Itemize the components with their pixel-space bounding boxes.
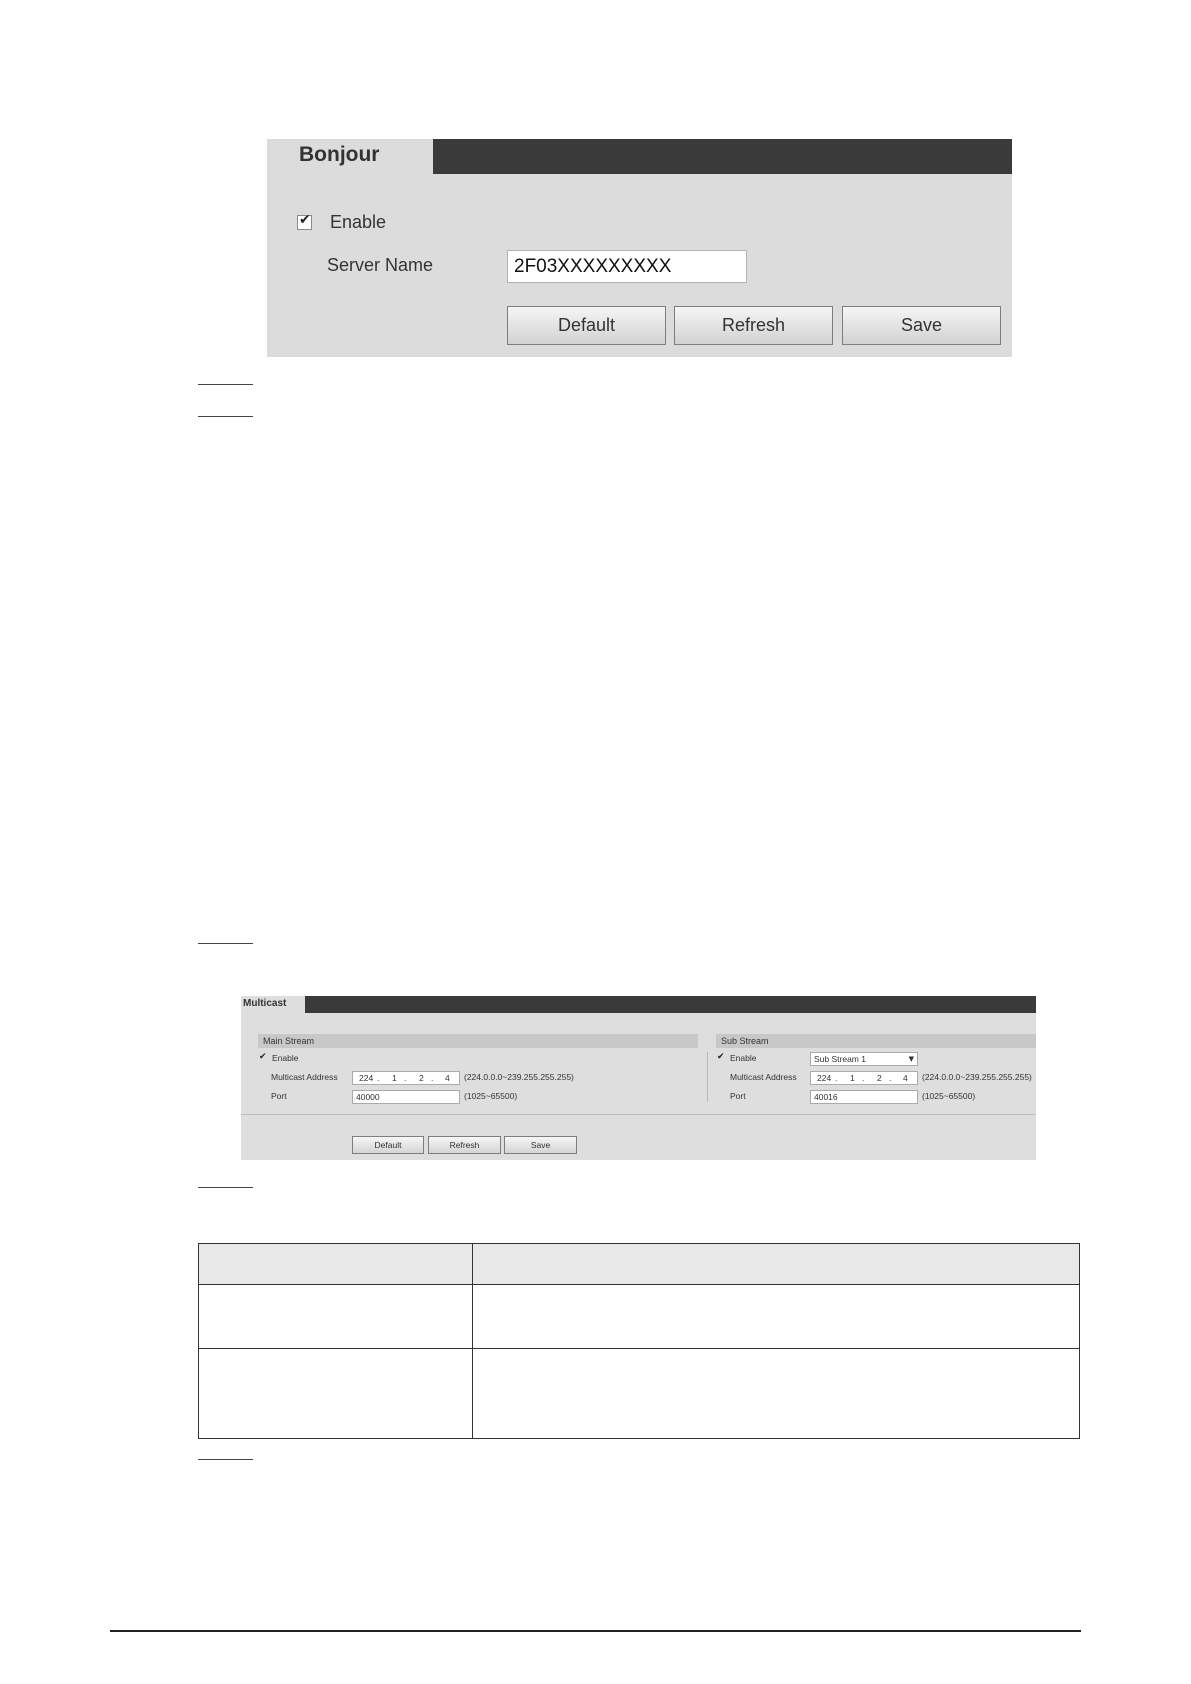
sub-stream-select[interactable] [810, 1052, 918, 1066]
stream-divider [707, 1052, 708, 1102]
sub-stream-header: Sub Stream [716, 1034, 1036, 1048]
ip-octet: 224 [817, 1073, 832, 1083]
ip-octet: 224 [359, 1073, 374, 1083]
main-enable-label: Enable [272, 1053, 299, 1063]
sub-stream-select-value: Sub Stream 1 [814, 1054, 866, 1064]
table-header-cell [199, 1244, 473, 1285]
main-address-input[interactable]: 224 . 1 . 2 . 4 [352, 1071, 460, 1085]
main-stream-header: Main Stream [258, 1034, 698, 1048]
step-marker [198, 943, 253, 944]
server-name-label: Server Name [327, 255, 434, 275]
refresh-button[interactable]: Refresh [674, 306, 833, 345]
table-cell [199, 1285, 473, 1349]
main-port-range: (1025~65500) [464, 1091, 518, 1101]
main-address-range: (224.0.0.0~239.255.255.255) [464, 1072, 574, 1082]
ip-octet: 2 [877, 1073, 882, 1083]
step-marker [198, 1459, 253, 1460]
enable-label: Enable [330, 212, 387, 232]
multicast-panel [241, 996, 1036, 1160]
footer-rule [110, 1630, 1081, 1632]
main-port-input[interactable]: 40000 [352, 1090, 460, 1104]
sub-enable-label: Enable [730, 1053, 757, 1063]
main-port-label: Port [271, 1091, 287, 1101]
step-marker [198, 416, 253, 417]
default-button[interactable]: Default [507, 306, 666, 345]
sub-port-range: (1025~65500) [922, 1091, 976, 1101]
separator [241, 1114, 1036, 1115]
sub-port-input[interactable]: 40016 [810, 1090, 918, 1104]
table-header-cell [473, 1244, 1080, 1285]
table-cell [199, 1349, 473, 1439]
save-button[interactable]: Save [504, 1136, 577, 1154]
bonjour-panel [267, 139, 1012, 357]
table-row [199, 1349, 1080, 1439]
main-enable-checkbox[interactable] [259, 1054, 268, 1063]
panel-title: Multicast [241, 996, 305, 1013]
table-header-row [199, 1244, 1080, 1285]
enable-checkbox[interactable] [297, 215, 312, 230]
table-row [199, 1285, 1080, 1349]
sub-address-label: Multicast Address [730, 1072, 797, 1082]
refresh-button[interactable]: Refresh [428, 1136, 501, 1154]
server-name-input[interactable] [507, 250, 747, 283]
sub-port-label: Port [730, 1091, 746, 1101]
table-cell [473, 1285, 1080, 1349]
table-cell [473, 1349, 1080, 1439]
main-address-label: Multicast Address [271, 1072, 338, 1082]
ip-octet: 4 [903, 1073, 908, 1083]
step-marker [198, 384, 253, 385]
ip-octet: 4 [445, 1073, 450, 1083]
default-button[interactable]: Default [352, 1136, 424, 1154]
save-button[interactable]: Save [842, 306, 1001, 345]
step-marker [198, 1187, 253, 1188]
ip-octet: 2 [419, 1073, 424, 1083]
panel-title: Bonjour [267, 139, 433, 174]
ip-octet: 1 [392, 1073, 397, 1083]
sub-address-input[interactable]: 224 . 1 . 2 . 4 [810, 1071, 918, 1085]
panel-title-bar [241, 996, 1036, 1013]
dropdown-arrow-icon: ▼ [908, 1055, 914, 1063]
ip-octet: 1 [850, 1073, 855, 1083]
parameter-table [198, 1243, 1080, 1439]
sub-address-range: (224.0.0.0~239.255.255.255) [922, 1072, 1032, 1082]
sub-enable-checkbox[interactable] [717, 1054, 726, 1063]
